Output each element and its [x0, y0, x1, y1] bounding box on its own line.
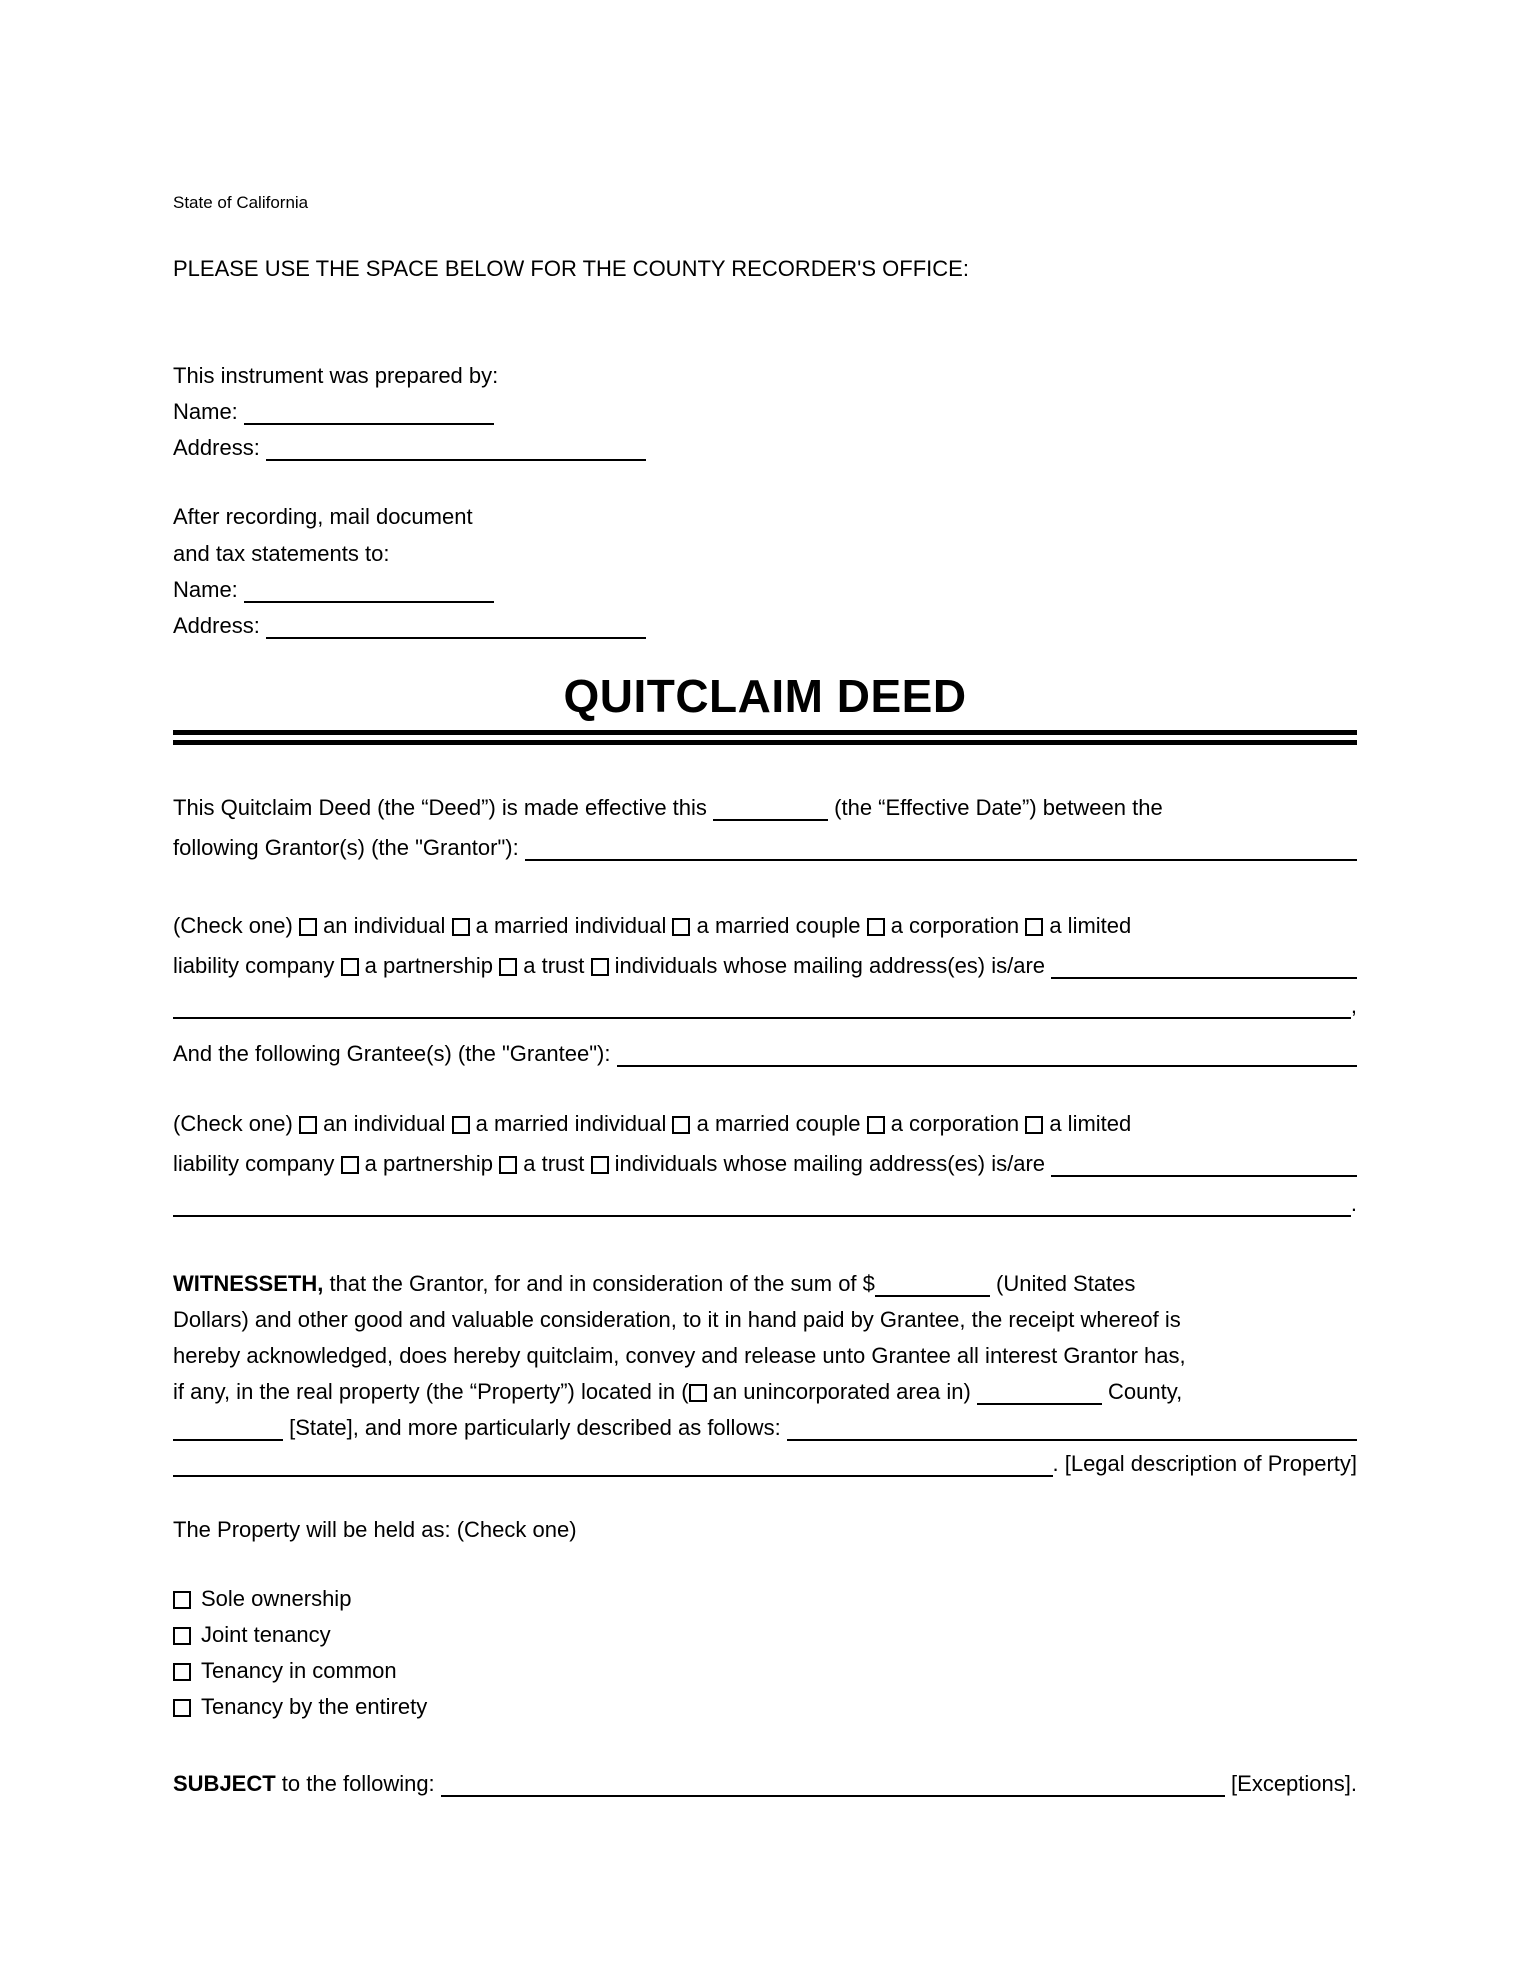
checkbox[interactable] — [452, 918, 470, 936]
prepared-by-name-row — [173, 390, 1357, 426]
text-segment: a limited — [1043, 913, 1132, 938]
prepared-by-heading — [173, 362, 1357, 390]
checkbox[interactable] — [341, 1156, 359, 1174]
text-segment: that the Grantor, for and in consideration of the sum of $ — [323, 1271, 875, 1296]
blank-field[interactable] — [713, 819, 828, 821]
witnesseth-line1 — [173, 1262, 1357, 1298]
recorder-notice — [173, 255, 1357, 283]
blank-field[interactable] — [244, 423, 494, 425]
grantor-address-blank-row — [173, 980, 1357, 1020]
text-segment: individuals whose mailing address(es) is/are — [608, 953, 1052, 978]
witnesseth-line2 — [173, 1298, 1357, 1334]
witnesseth-line6 — [173, 1442, 1357, 1478]
text-segment: And the following Grantee(s) (the "Grantee"): — [173, 1041, 617, 1066]
checkbox[interactable] — [173, 1627, 191, 1645]
held-option-row-tenancy-in-common — [173, 1649, 1357, 1685]
text-segment: a married couple — [690, 1111, 867, 1136]
held-option-row-tenancy-by-entirety — [173, 1685, 1357, 1721]
checkbox[interactable] — [499, 1156, 517, 1174]
document-content — [0, 190, 1530, 1798]
text-segment: liability company — [173, 953, 341, 978]
mail-to-name-row — [173, 568, 1357, 604]
blank-field[interactable] — [525, 859, 1357, 861]
prepared-by-heading-text: This instrument was prepared by: — [173, 363, 499, 388]
text-segment: (United States — [989, 1271, 1136, 1296]
checkbox[interactable] — [173, 1663, 191, 1681]
checkbox[interactable] — [1025, 918, 1043, 936]
text-segment: a corporation — [884, 1111, 1026, 1136]
text-segment: (Check one) — [173, 913, 299, 938]
checkbox[interactable] — [299, 1116, 317, 1134]
held-option-row-sole-ownership — [173, 1577, 1357, 1613]
grantor-checkone-line2 — [173, 940, 1357, 980]
checkbox[interactable] — [499, 958, 517, 976]
mail-to-heading-line2-text: and tax statements to: — [173, 541, 390, 566]
grantee-intro-line — [173, 1028, 1357, 1068]
checkbox[interactable] — [1025, 1116, 1043, 1134]
text-segment: an individual — [316, 913, 452, 938]
deed-title: QUITCLAIM DEED — [563, 670, 967, 722]
text-segment: a married individual — [469, 1111, 673, 1136]
grantee-address-blank-row — [173, 1178, 1357, 1218]
checkbox[interactable] — [341, 958, 359, 976]
text-segment: , — [1350, 993, 1357, 1018]
checkbox[interactable] — [591, 958, 609, 976]
text-segment: an unincorporated area in) — [706, 1379, 977, 1404]
blank-field[interactable] — [173, 1439, 283, 1441]
intro-paragraph-line1 — [173, 782, 1357, 822]
text-segment: Dollars) and other good and valuable consideration, to it in hand paid by Grantee, the receipt whereof is — [173, 1307, 1181, 1332]
text-segment: (the “Effective Date”) between the — [828, 795, 1163, 820]
state-line-text: State of California — [173, 193, 309, 212]
text-segment: [State], and more particularly described as follows: — [283, 1415, 787, 1440]
held-as-heading — [173, 1508, 1357, 1544]
blank-field[interactable] — [875, 1295, 990, 1297]
text-segment: a corporation — [884, 913, 1026, 938]
text-segment: an individual — [316, 1111, 452, 1136]
checkbox[interactable] — [591, 1156, 609, 1174]
text-segment: liability company — [173, 1151, 341, 1176]
text-segment: . — [1350, 1191, 1357, 1216]
text-segment: Address: — [173, 435, 266, 460]
prepared-by-address-row — [173, 426, 1357, 462]
text-segment: a married individual — [469, 913, 673, 938]
text-segment: individuals whose mailing address(es) is/are — [608, 1151, 1052, 1176]
checkbox[interactable] — [689, 1384, 707, 1402]
mail-to-heading-line1 — [173, 503, 1357, 531]
text-segment: if any, in the real property (the “Property”) located in ( — [173, 1379, 689, 1404]
text-segment: This Quitclaim Deed (the “Deed”) is made effective this — [173, 795, 714, 820]
text-segment: SUBJECT — [173, 1771, 276, 1796]
held-option-label: Tenancy in common — [201, 1658, 397, 1683]
held-as-heading-text: The Property will be held as: (Check one) — [173, 1517, 577, 1542]
blank-field[interactable] — [173, 1017, 1351, 1019]
blank-field[interactable] — [266, 637, 646, 639]
grantor-checkone-line1 — [173, 900, 1357, 940]
text-segment: to the following: — [275, 1771, 441, 1796]
grantee-checkone-line2 — [173, 1138, 1357, 1178]
blank-field[interactable] — [173, 1475, 1053, 1477]
text-segment: a trust — [517, 953, 591, 978]
text-segment: County, — [1101, 1379, 1183, 1404]
mail-to-heading-line2 — [173, 540, 1357, 568]
text-segment: hereby acknowledged, does hereby quitclaim, convey and release unto Grantee all interest Grantor has, — [173, 1343, 1186, 1368]
title-rule — [173, 730, 1357, 745]
checkbox[interactable] — [299, 918, 317, 936]
witnesseth-line3 — [173, 1334, 1357, 1370]
subject-line — [173, 1758, 1357, 1798]
text-segment: a partnership — [358, 953, 500, 978]
blank-field[interactable] — [266, 459, 646, 461]
checkbox[interactable] — [672, 918, 690, 936]
text-segment: [Exceptions]. — [1224, 1771, 1357, 1796]
text-segment: (Check one) — [173, 1111, 299, 1136]
held-option-label: Tenancy by the entirety — [201, 1694, 428, 1719]
checkbox[interactable] — [867, 1116, 885, 1134]
held-option-row-joint-tenancy — [173, 1613, 1357, 1649]
text-segment: following Grantor(s) (the "Grantor"): — [173, 835, 525, 860]
blank-field[interactable] — [617, 1065, 1357, 1067]
text-segment: a trust — [517, 1151, 591, 1176]
checkbox[interactable] — [867, 918, 885, 936]
text-segment: . [Legal description of Property] — [1052, 1451, 1357, 1476]
blank-field[interactable] — [244, 601, 494, 603]
text-segment: a limited — [1043, 1111, 1132, 1136]
witnesseth-line5 — [173, 1406, 1357, 1442]
blank-field[interactable] — [441, 1795, 1225, 1797]
checkbox[interactable] — [173, 1699, 191, 1717]
mail-to-heading-line1-text: After recording, mail document — [173, 504, 473, 529]
blank-field[interactable] — [1051, 1175, 1357, 1177]
mail-to-address-row — [173, 604, 1357, 640]
checkbox[interactable] — [672, 1116, 690, 1134]
witnesseth-line4 — [173, 1370, 1357, 1406]
intro-paragraph-line2 — [173, 822, 1357, 862]
text-segment: a married couple — [690, 913, 867, 938]
checkbox[interactable] — [173, 1591, 191, 1609]
text-segment: Name: — [173, 577, 244, 602]
blank-field[interactable] — [1051, 977, 1357, 979]
text-segment: Address: — [173, 613, 266, 638]
blank-field[interactable] — [787, 1439, 1357, 1441]
recorder-notice-text: PLEASE USE THE SPACE BELOW FOR THE COUNTY RECORDER'S OFFICE: — [173, 256, 969, 281]
text-segment: a partnership — [358, 1151, 500, 1176]
held-option-label: Sole ownership — [201, 1586, 352, 1611]
blank-field[interactable] — [173, 1215, 1351, 1217]
text-segment: WITNESSETH, — [173, 1271, 324, 1296]
state-line — [173, 190, 1357, 214]
grantee-checkone-line1 — [173, 1098, 1357, 1138]
text-segment: Name: — [173, 399, 244, 424]
checkbox[interactable] — [452, 1116, 470, 1134]
held-option-label: Joint tenancy — [201, 1622, 331, 1647]
blank-field[interactable] — [977, 1403, 1102, 1405]
